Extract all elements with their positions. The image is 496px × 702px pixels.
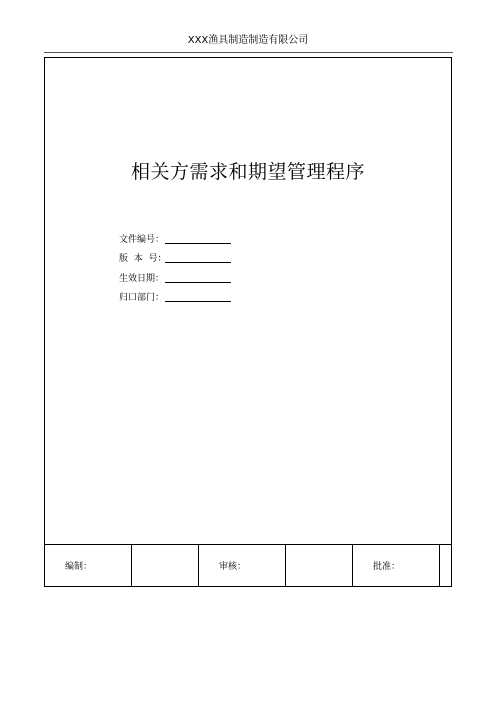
review-signature-cell[interactable] <box>286 545 353 587</box>
document-title: 相关方需求和期望管理程序 <box>130 161 365 183</box>
doc-number-label: 文件编号： <box>119 234 165 245</box>
doc-number-row <box>119 226 319 246</box>
department-label: 归口部门： <box>119 293 165 303</box>
approve-label: 批准： <box>353 545 440 587</box>
doc-number-field[interactable] <box>165 243 231 244</box>
document-info-block <box>119 226 319 304</box>
compile-signature-cell[interactable] <box>132 545 199 587</box>
department-row <box>119 285 319 305</box>
document-cover-frame <box>44 57 452 587</box>
company-header: XXX渔具制造制造有限公司 <box>187 35 309 46</box>
compile-label: 编制： <box>45 545 132 587</box>
version-row <box>119 246 319 266</box>
header-rule <box>44 52 453 53</box>
effective-date-row <box>119 265 319 285</box>
effective-date-field[interactable] <box>165 282 231 283</box>
approve-signature-cell[interactable] <box>440 545 452 587</box>
signoff-row <box>45 545 452 587</box>
effective-date-label: 生效日期： <box>119 273 165 284</box>
version-label: 版 本 号： <box>119 254 167 264</box>
signoff-table <box>44 544 452 587</box>
department-field[interactable] <box>165 301 231 302</box>
version-field[interactable] <box>165 262 231 263</box>
review-label: 审核： <box>199 545 286 587</box>
